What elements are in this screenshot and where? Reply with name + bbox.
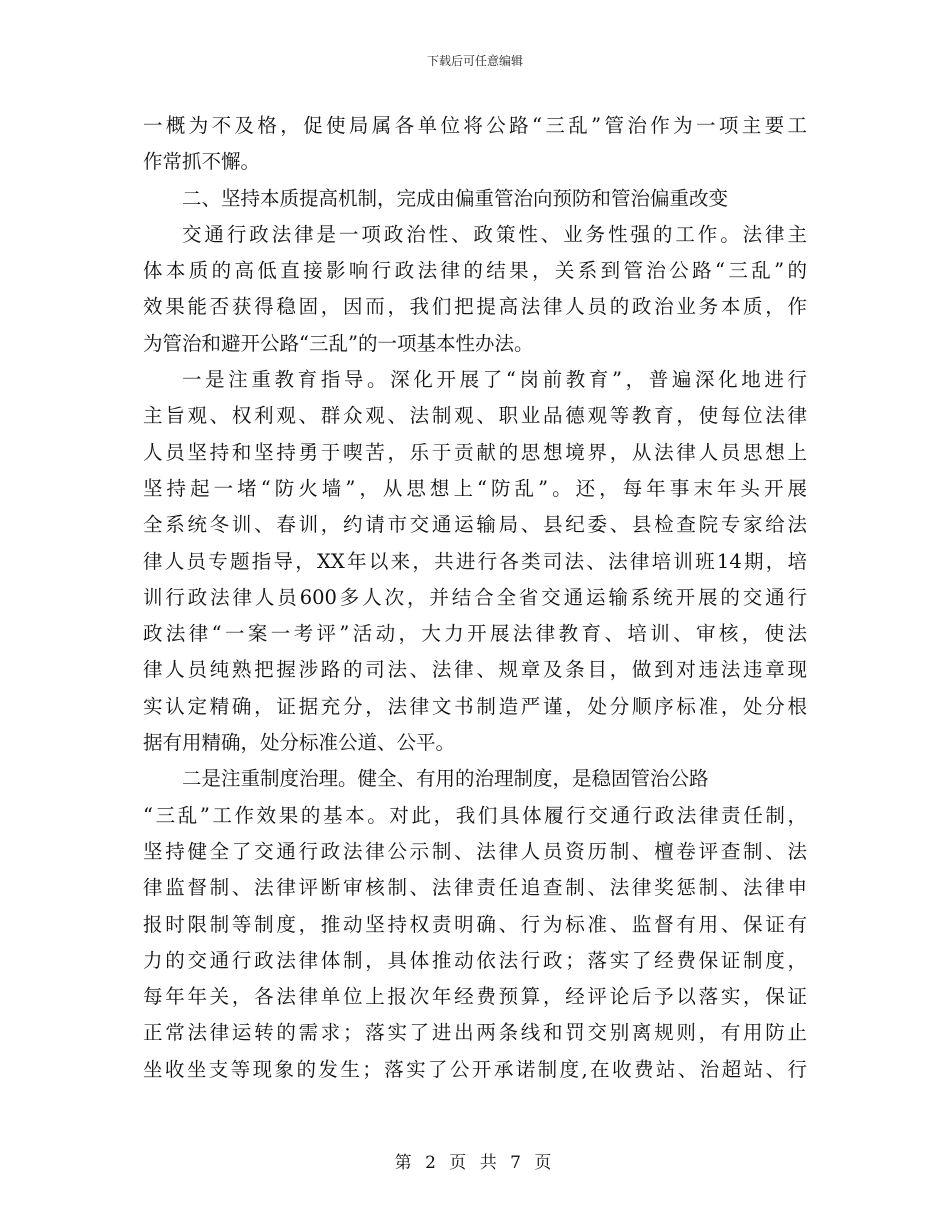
text-line: 二是注重制度治理。健全、有用的治理制度，是稳固管治公路 <box>182 767 709 791</box>
text-line: 每年年关，各法律单位上报次年经费预算，经评论后予以落实，保证 <box>143 985 807 1009</box>
text-line: 交通行政法律是一项政治性、政策性、业务性强的工作。法律主 <box>182 222 807 246</box>
text-line: 政法律“一案一考评”活动，大力开展法律教育、培训、审核，使法 <box>143 622 807 646</box>
text-line: 一概为不及格，促使局属各单位将公路“三乱”管治作为一项主要工 <box>143 114 807 137</box>
text-line: 全系统冬训、春训，约请市交通运输局、县纪委、县检查院专家给法 <box>143 513 807 537</box>
text-line: 据有用精确，处分标准公道、公平。 <box>143 731 456 755</box>
text-line: 坚持起一堵“防火墙”，从思想上“防乱”。还，每年事末年头开展 <box>143 476 807 500</box>
text-line: 力的交通行政法律体制，具体推动依法行政；落实了经费保证制度， <box>143 948 807 972</box>
text-line: 作常抓不懈。 <box>143 150 261 174</box>
text-line: 二、坚持本质提高机制，完成由偏重管治向预防和管治偏重改变 <box>182 186 729 210</box>
text-line: 坚持健全了交通行政法律公示制、法律人员资历制、檀卷评查制、法 <box>143 839 807 863</box>
text-line: 体本质的高低直接影响行政法律的结果，关系到管治公路“三乱”的 <box>143 259 807 283</box>
text-line: 主旨观、权利观、群众观、法制观、职业品德观等教育，使每位法律 <box>143 404 807 428</box>
text-line: 律人员专题指导，XX年以来，共进行各类司法、法律培训班14期，培 <box>143 549 807 573</box>
text-line: 一是注重教育指导。深化开展了“岗前教育”，普遍深化地进行 <box>182 368 807 392</box>
text-line: 效果能否获得稳固，因而，我们把提高法律人员的政治业务本质，作 <box>143 295 807 319</box>
text-line: 律监督制、法律评断审核制、法律责任追查制、法律奖惩制、法律申 <box>143 876 807 900</box>
text-line: 正常法律运转的需求；落实了进出两条线和罚交别离规则，有用防止 <box>143 1021 807 1045</box>
body-text <box>143 108 807 1088</box>
header-note: 下载后可任意编辑 <box>426 54 523 68</box>
page-number: 第 2 页 共 7 页 <box>394 1153 556 1173</box>
text-line: 律人员纯熟把握涉路的司法、法律、规章及条目，做到对违法违章现 <box>143 658 807 682</box>
text-line: 报时限制等制度，推动坚持权责明确、行为标准、监督有用、保证有 <box>143 912 807 936</box>
text-line: 训行政法律人员600多人次，并结合全省交通运输系统开展的交通行 <box>143 585 807 609</box>
text-line: “三乱”工作效果的基本。对此，我们具体履行交通行政法律责任制， <box>143 803 807 827</box>
text-line: 人员坚持和坚持勇于喫苦，乐于贡献的思想境界，从法律人员思想上 <box>143 440 807 464</box>
text-line: 为管治和避开公路“三乱”的一项基本性办法。 <box>143 331 534 355</box>
text-line: 坐收坐支等现象的发生；落实了公开承诺制度,在收费站、治超站、行 <box>143 1057 807 1081</box>
text-line: 实认定精确，证据充分，法律文书制造严谨，处分顺序标准，处分根 <box>143 694 807 718</box>
